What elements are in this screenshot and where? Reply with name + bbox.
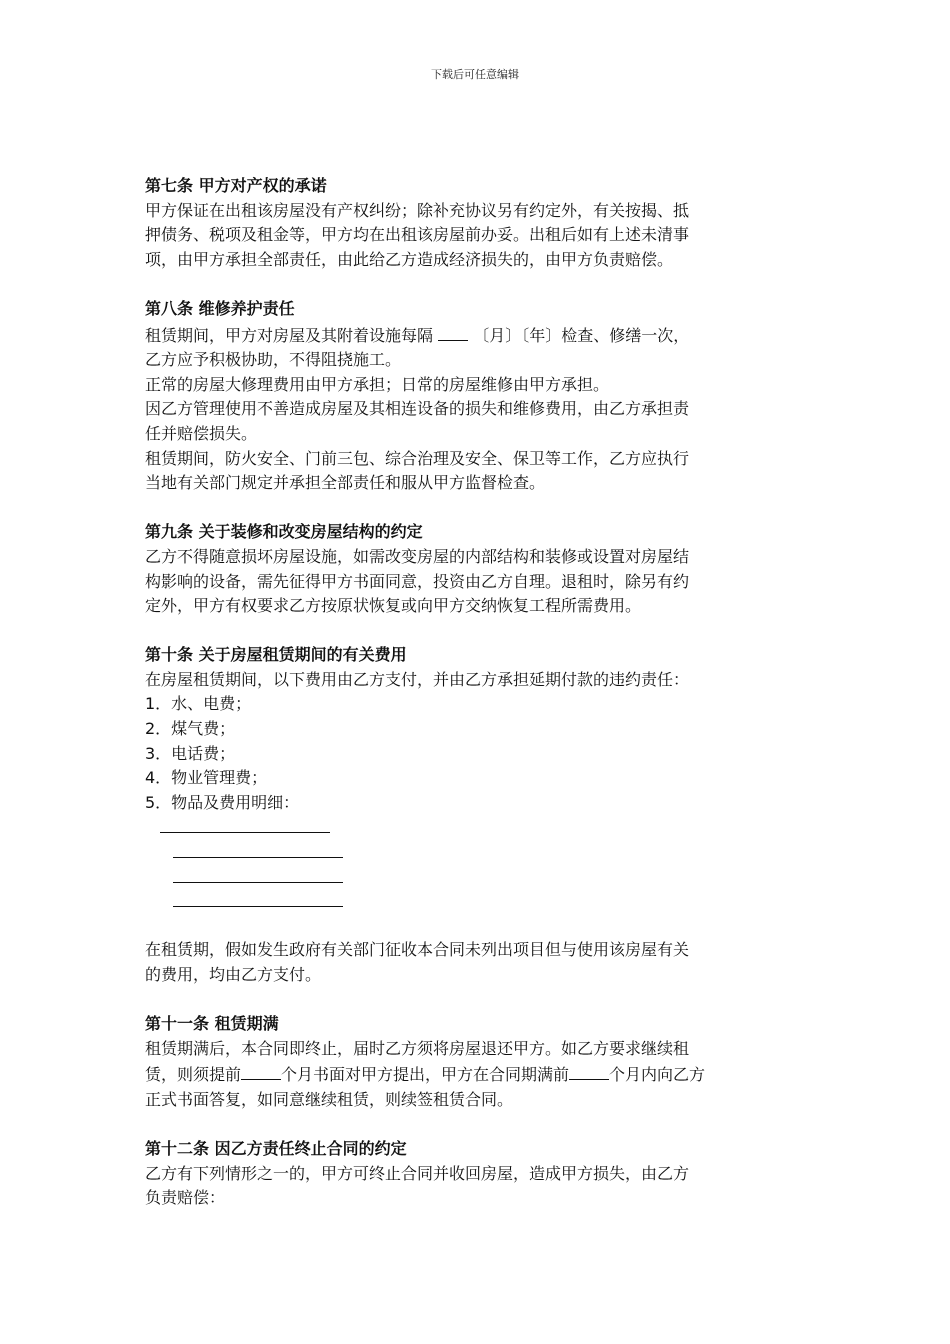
article-8-heading: 第八条 维修养护责任 xyxy=(145,298,295,318)
article-9-line: 定外，甲方有权要求乙方按原状恢复或向甲方交纳恢复工程所需费用。 xyxy=(145,596,642,616)
article-11-line: 正式书面答复，如同意继续租赁，则续签租赁合同。 xyxy=(145,1089,514,1109)
article-8-line: 租赁期间，防火安全、门前三包、综合治理及安全、保卫等工作，乙方应执行 xyxy=(145,448,690,468)
article-8-line: 正常的房屋大修理费用由甲方承担；日常的房屋维修由甲方承担。 xyxy=(145,374,610,394)
article-11-heading: 第十一条 租赁期满 xyxy=(145,1014,279,1034)
detail-blank-line[interactable] xyxy=(145,840,810,865)
article-7-line: 甲方保证在出租该房屋没有产权纠纷；除补充协议另有约定外，有关按揭、抵 xyxy=(145,200,690,220)
article-9 xyxy=(145,520,810,618)
article-8-line xyxy=(145,322,810,349)
article-12-line: 乙方有下列情形之一的，甲方可终止合同并收回房屋，造成甲方损失，由乙方 xyxy=(145,1163,690,1183)
article-9-heading: 第九条 关于装修和改变房屋结构的约定 xyxy=(145,522,423,542)
article-10 xyxy=(145,643,810,987)
article-8-line: 任并赔偿损失。 xyxy=(145,423,258,443)
article-7-heading: 第七条 甲方对产权的承诺 xyxy=(145,176,327,195)
article-12-heading: 第十二条 因乙方责任终止合同的约定 xyxy=(145,1139,407,1159)
article-8-line: 乙方应予积极协助，不得阻挠施工。 xyxy=(145,350,402,370)
article-10-heading: 第十条 关于房屋租赁期间的有关费用 xyxy=(145,645,407,665)
article-11-line xyxy=(145,1061,810,1088)
article-7 xyxy=(145,174,810,272)
article-8-line: 当地有关部门规定并承担全部责任和服从甲方监督检查。 xyxy=(145,473,546,493)
detail-blank-line[interactable] xyxy=(145,815,810,840)
article-12 xyxy=(145,1137,810,1211)
document-body xyxy=(145,174,810,1236)
article-10-outro: 在租赁期，假如发生政府有关部门征收本合同未列出项目但与使用该房屋有关 xyxy=(145,940,690,960)
article-10-intro: 在房屋租赁期间，以下费用由乙方支付，并由乙方承担延期付款的违约责任： xyxy=(145,669,690,689)
article-8-line: 因乙方管理使用不善造成房屋及其相连设备的损失和维修费用，由乙方承担责 xyxy=(145,399,690,419)
detail-blank-line[interactable] xyxy=(145,865,810,890)
article-9-line: 构影响的设备，需先征得甲方书面同意，投资由乙方自理。退租时，除另有约 xyxy=(145,571,690,591)
article-11-line: 租赁期满后，本合同即终止，届时乙方须将房屋退还甲方。如乙方要求继续租 xyxy=(145,1038,690,1058)
article-8 xyxy=(145,297,810,496)
article-9-line: 乙方不得随意损坏房屋设施，如需改变房屋的内部结构和装修或设置对房屋结 xyxy=(145,546,690,566)
fee-item: 3．电话费； xyxy=(145,743,236,763)
fee-item: 5．物品及费用明细： xyxy=(145,792,300,812)
article-10-outro: 的费用，均由乙方支付。 xyxy=(145,965,322,984)
fee-item: 2．煤气费； xyxy=(145,719,236,739)
article-11-text: 个月内向乙方 xyxy=(609,1065,706,1085)
article-11-text: 赁，则须提前 xyxy=(145,1065,242,1085)
article-12-line: 负责赔偿： xyxy=(145,1188,226,1208)
article-11 xyxy=(145,1012,810,1112)
article-8-text: 租赁期间，甲方对房屋及其附着设施每隔 xyxy=(145,325,434,345)
reply-months-blank[interactable] xyxy=(569,1061,609,1080)
fee-item: 1．水、电费； xyxy=(145,694,252,714)
fee-item: 4．物业管理费； xyxy=(145,768,268,788)
article-8-text: 〔月〕〔年〕检查、修缮一次， xyxy=(473,325,690,345)
article-7-line: 项，由甲方承担全部责任，由此给乙方造成经济损失的，由甲方负责赔偿。 xyxy=(145,249,674,269)
notice-months-blank[interactable] xyxy=(241,1061,281,1080)
header-note: 下载后可任意编辑 xyxy=(431,68,519,81)
inspection-interval-blank[interactable] xyxy=(438,322,468,341)
article-7-line: 押债务、税项及租金等，甲方均在出租该房屋前办妥。出租后如有上述未清事 xyxy=(145,225,690,245)
article-11-text: 个月书面对甲方提出，甲方在合同期满前 xyxy=(281,1065,570,1085)
detail-blank-line[interactable] xyxy=(145,889,810,914)
